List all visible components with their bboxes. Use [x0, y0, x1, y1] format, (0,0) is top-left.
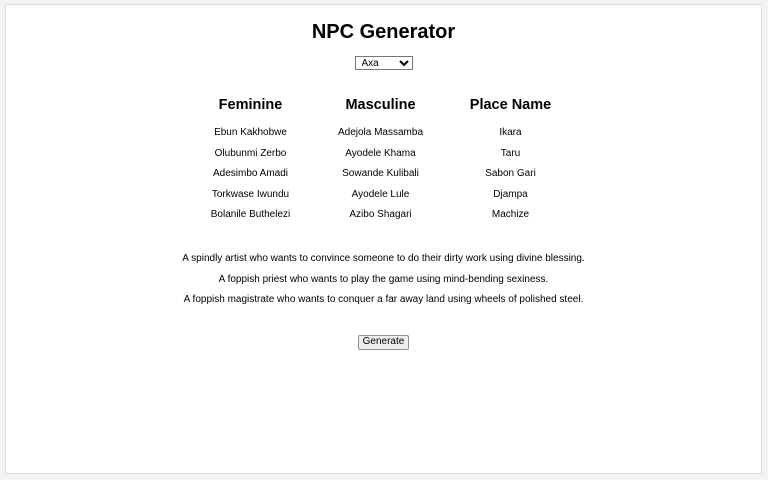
masculine-column — [316, 97, 446, 226]
names-table — [6, 97, 761, 226]
column-heading-place-name: Place Name — [469, 97, 552, 113]
feminine-column — [186, 97, 316, 226]
masculine-name: Ayodele Lule — [351, 188, 410, 200]
feminine-name: Adesimbo Amadi — [212, 168, 289, 179]
column-heading-masculine: Masculine — [345, 97, 416, 113]
feminine-name: Torkwase Iwundu — [211, 188, 290, 200]
feminine-name: Bolanile Buthelezi — [210, 209, 291, 220]
place-name: Taru — [500, 147, 521, 159]
column-heading-feminine: Feminine — [218, 97, 283, 113]
npc-description: A foppish magistrate who wants to conquer a far away land using wheels of polished steel. — [183, 294, 584, 305]
masculine-name: Ayodele Khama — [345, 147, 416, 159]
main-panel — [5, 4, 762, 474]
place-name: Sabon Gari — [485, 168, 536, 179]
npc-descriptions — [6, 249, 761, 311]
masculine-name: Sowande Kulibali — [342, 168, 419, 179]
npc-description: A spindly artist who wants to convince someone to do their dirty work using divine blessing. — [182, 253, 585, 264]
npc-description: A foppish priest who wants to play the game using mind-bending sexiness. — [218, 273, 549, 285]
masculine-name: Azibo Shagari — [349, 209, 412, 220]
culture-select-wrap — [6, 53, 761, 71]
place-name: Machize — [491, 209, 530, 220]
generate-button[interactable]: Generate — [358, 335, 410, 350]
feminine-name: Olubunmi Zerbo — [214, 147, 287, 159]
culture-select[interactable] — [355, 56, 413, 70]
generate-wrap — [6, 331, 761, 350]
masculine-name: Adejola Massamba — [337, 127, 424, 138]
feminine-name: Ebun Kakhobwe — [214, 127, 287, 138]
page-title: NPC Generator — [311, 21, 456, 43]
place-name-column — [446, 97, 576, 226]
place-name: Ikara — [499, 127, 522, 138]
place-name: Djampa — [493, 188, 528, 200]
